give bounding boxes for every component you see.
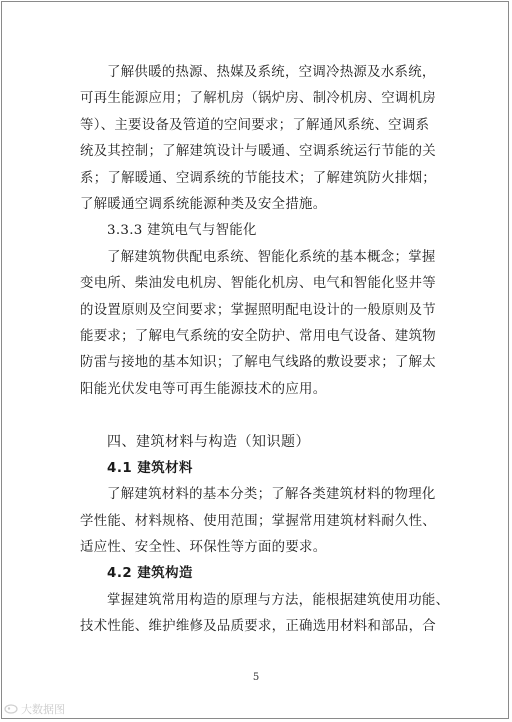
text-line: 变电所、柴油发电机房、智能化机房、电气和智能化竖井等 [80,276,436,292]
text-line: 了解暖通空调系统能源种类及安全措施。 [80,197,327,213]
text-line: 了解建筑物供配电系统、智能化系统的基本概念；掌握 [107,249,436,265]
watermark-logo-icon [4,704,18,714]
heading-building-construction: 4.2 建筑构造 [107,566,193,582]
text-line: 防雷与接地的基本知识；了解电气线路的敷设要求；了解太 [80,355,436,371]
text-line: 能要求；了解电气系统的安全防护、常用电气设备、建筑物 [80,329,436,345]
subheading-electrical: 3.3.3 建筑电气与智能化 [107,223,257,239]
text-line: 适应性、安全性、环保性等方面的要求。 [80,539,327,555]
section-gap [80,403,450,429]
hvac-paragraph [80,60,450,218]
construction-paragraph [80,588,450,641]
text-line: 掌握建筑常用构造的原理与方法，能根据建筑使用功能、 [107,592,450,608]
watermark-text: 大数据图 [21,703,65,716]
text-line: 系；了解暖通、空调系统的节能技术；了解建筑防火排烟； [80,170,436,186]
document-body [80,60,450,641]
heading-building-materials: 4.1 建筑材料 [107,460,193,476]
text-line: 了解建筑材料的基本分类；了解各类建筑材料的物理化 [107,487,436,503]
electrical-paragraph [80,245,450,403]
text-line: 学性能、材料规格、使用范围；掌握常用建筑材料耐久性、 [80,513,436,529]
materials-paragraph [80,482,450,561]
text-line: 可再生能源应用；了解机房（锅炉房、制冷机房、空调机房 [80,91,436,107]
text-line: 统及其控制；了解建筑设计与暖通、空调系统运行节能的关 [80,144,436,160]
text-line: 技术性能、维护维修及品质要求，正确选用材料和部品，合 [80,619,436,635]
text-line: 了解供暖的热源、热媒及系统，空调冷热源及水系统， [107,65,436,80]
watermark [4,701,65,717]
text-line: 的设置原则及空间要求；掌握照明配电设计的一般原则及节 [80,302,436,318]
page-number: 5 [252,672,260,683]
section-heading-materials: 四、建筑材料与构造（知识题） [107,434,310,451]
text-line: 阳能光伏发电等可再生能源技术的应用。 [80,381,327,397]
text-line: 等）、主要设备及管道的空间要求；了解通风系统、空调系 [80,117,430,133]
